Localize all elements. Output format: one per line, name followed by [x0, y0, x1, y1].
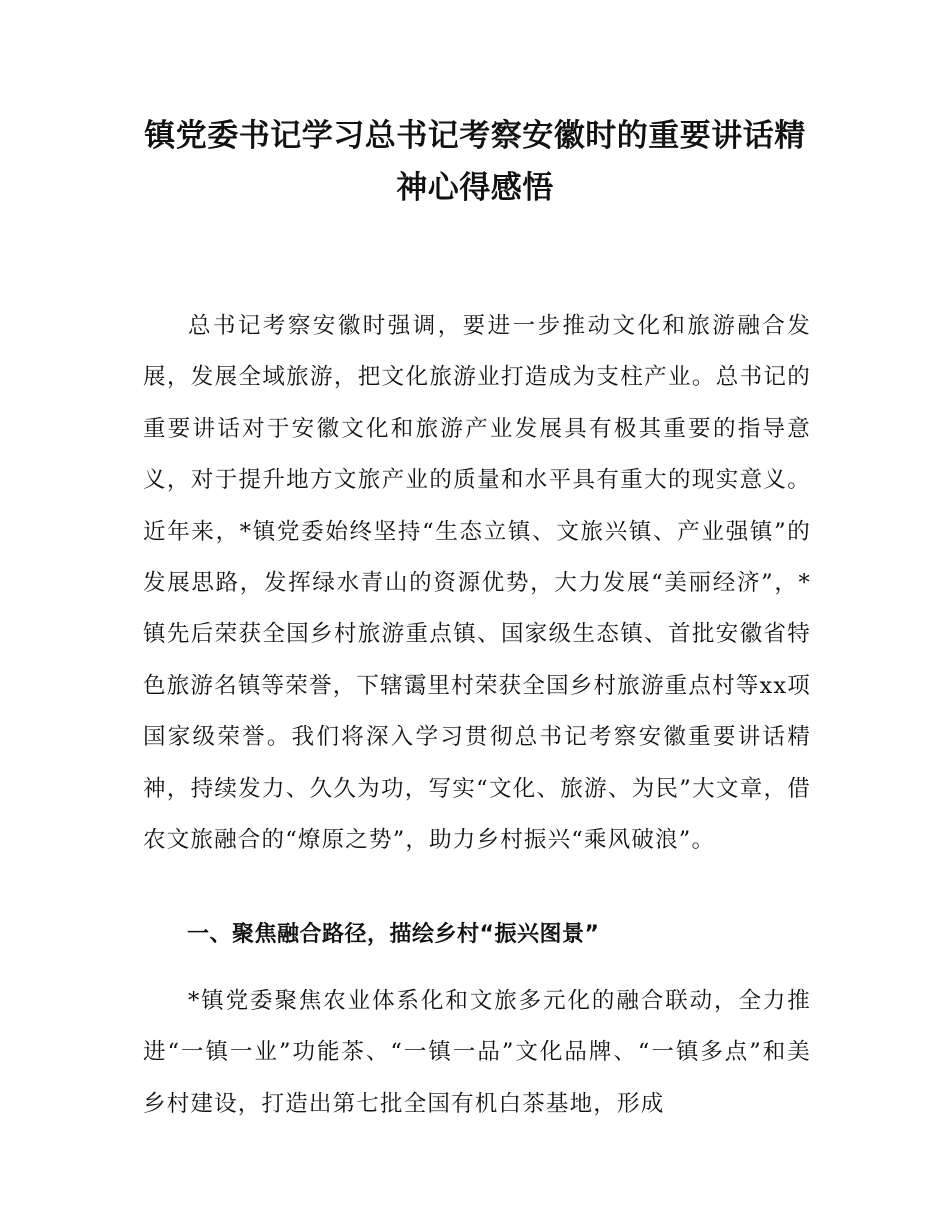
document-title: 镇党委书记学习总书记考察安徽时的重要讲话精神心得感悟: [144, 118, 806, 206]
intro-paragraph: 总书记考察安徽时强调，要进一步推动文化和旅游融合发展，发展全域旅游，把文化旅游业打造成为支柱产业。总书记的重要讲话对于安徽文化和旅游产业发展具有极其重要的指导意义，对于提升地方文旅产业的质量和水平具有重大的现实意义。近年来，*镇党委始终坚持“生态立镇、文旅兴镇、产业强镇”的发展思路，发挥绿水青山的资源优势，大力发展“美丽经济”，*镇先后荣获全国乡村旅游重点镇、国家级生态镇、首批安徽省特色旅游名镇等荣誉，下辖霭里村荣获全国乡村旅游重点村等xx项国家级荣誉。我们将深入学习贯彻总书记考察安徽重要讲话精神，持续发力、久久为功，写实“文化、旅游、为民”大文章，借农文旅融合的“燎原之势”，助力乡村振兴“乘风破浪”。: [143, 313, 811, 854]
section-heading: 一、聚焦融合路径，描绘乡村“振兴图景”: [187, 922, 600, 947]
section-paragraph: *镇党委聚焦农业体系化和文旅多元化的融合联动，全力推进“一镇一业”功能茶、“一镇一品”文化品牌、“一镇多点”和美乡村建设，打造出第七批全国有机白茶基地，形成: [143, 988, 811, 1117]
